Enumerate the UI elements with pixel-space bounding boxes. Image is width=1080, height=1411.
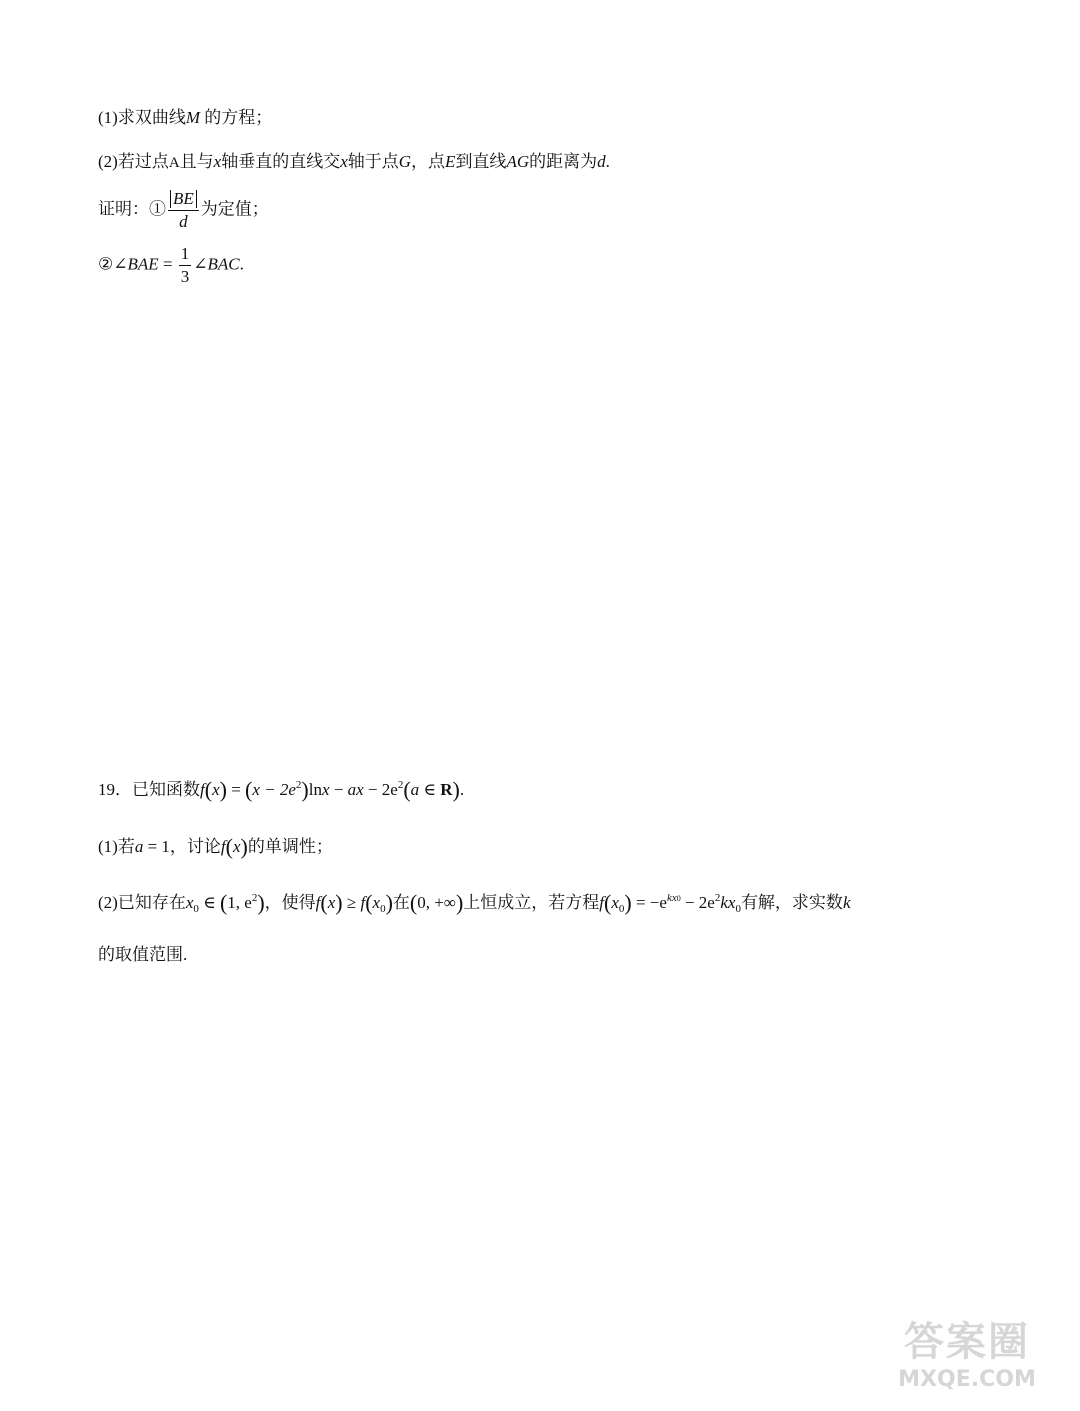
problem19-part1: (1)若a = 1，讨论f(x)的单调性； (98, 834, 333, 859)
problem18-part2: (2)若过点A且与x轴垂直的直线交x轴于点G，点E到直线AG的距离为d. (98, 152, 610, 171)
problem18-proof-1: 证明：① $\frac{BE}{d}$ 为定值； (98, 189, 269, 231)
problem18-part1: (1)求双曲线M 的方程； (98, 108, 273, 127)
watermark-logo: 答案圈 MXQE.COM (898, 1319, 1036, 1392)
problem19-stem: 19．已知函数$f(x) = (x - 2e^2)\ln x$ − ax − $2e^2(a$ ∈ R). (98, 777, 465, 802)
problem19-part2-line1: (2)已知存在$x_0$ ∈ (1, $e^2$)，使得$f(x) \ge f(x_0)$在(0, +∞)上恒成立，若方程$f(x_0) = -e^{kx0} - 2e^2kx_0$有解，求实数k (98, 890, 851, 915)
fraction-be-over-d: $\frac{BE}{d}$ (168, 188, 199, 233)
fraction-one-third: $\frac{1}{3}$ (180, 244, 190, 286)
problem18-proof-2: ②∠BAE = $\frac{1}{3}$ ∠BAC. (98, 244, 244, 286)
problem19-part2-line2: 的取值范围. (98, 945, 188, 964)
